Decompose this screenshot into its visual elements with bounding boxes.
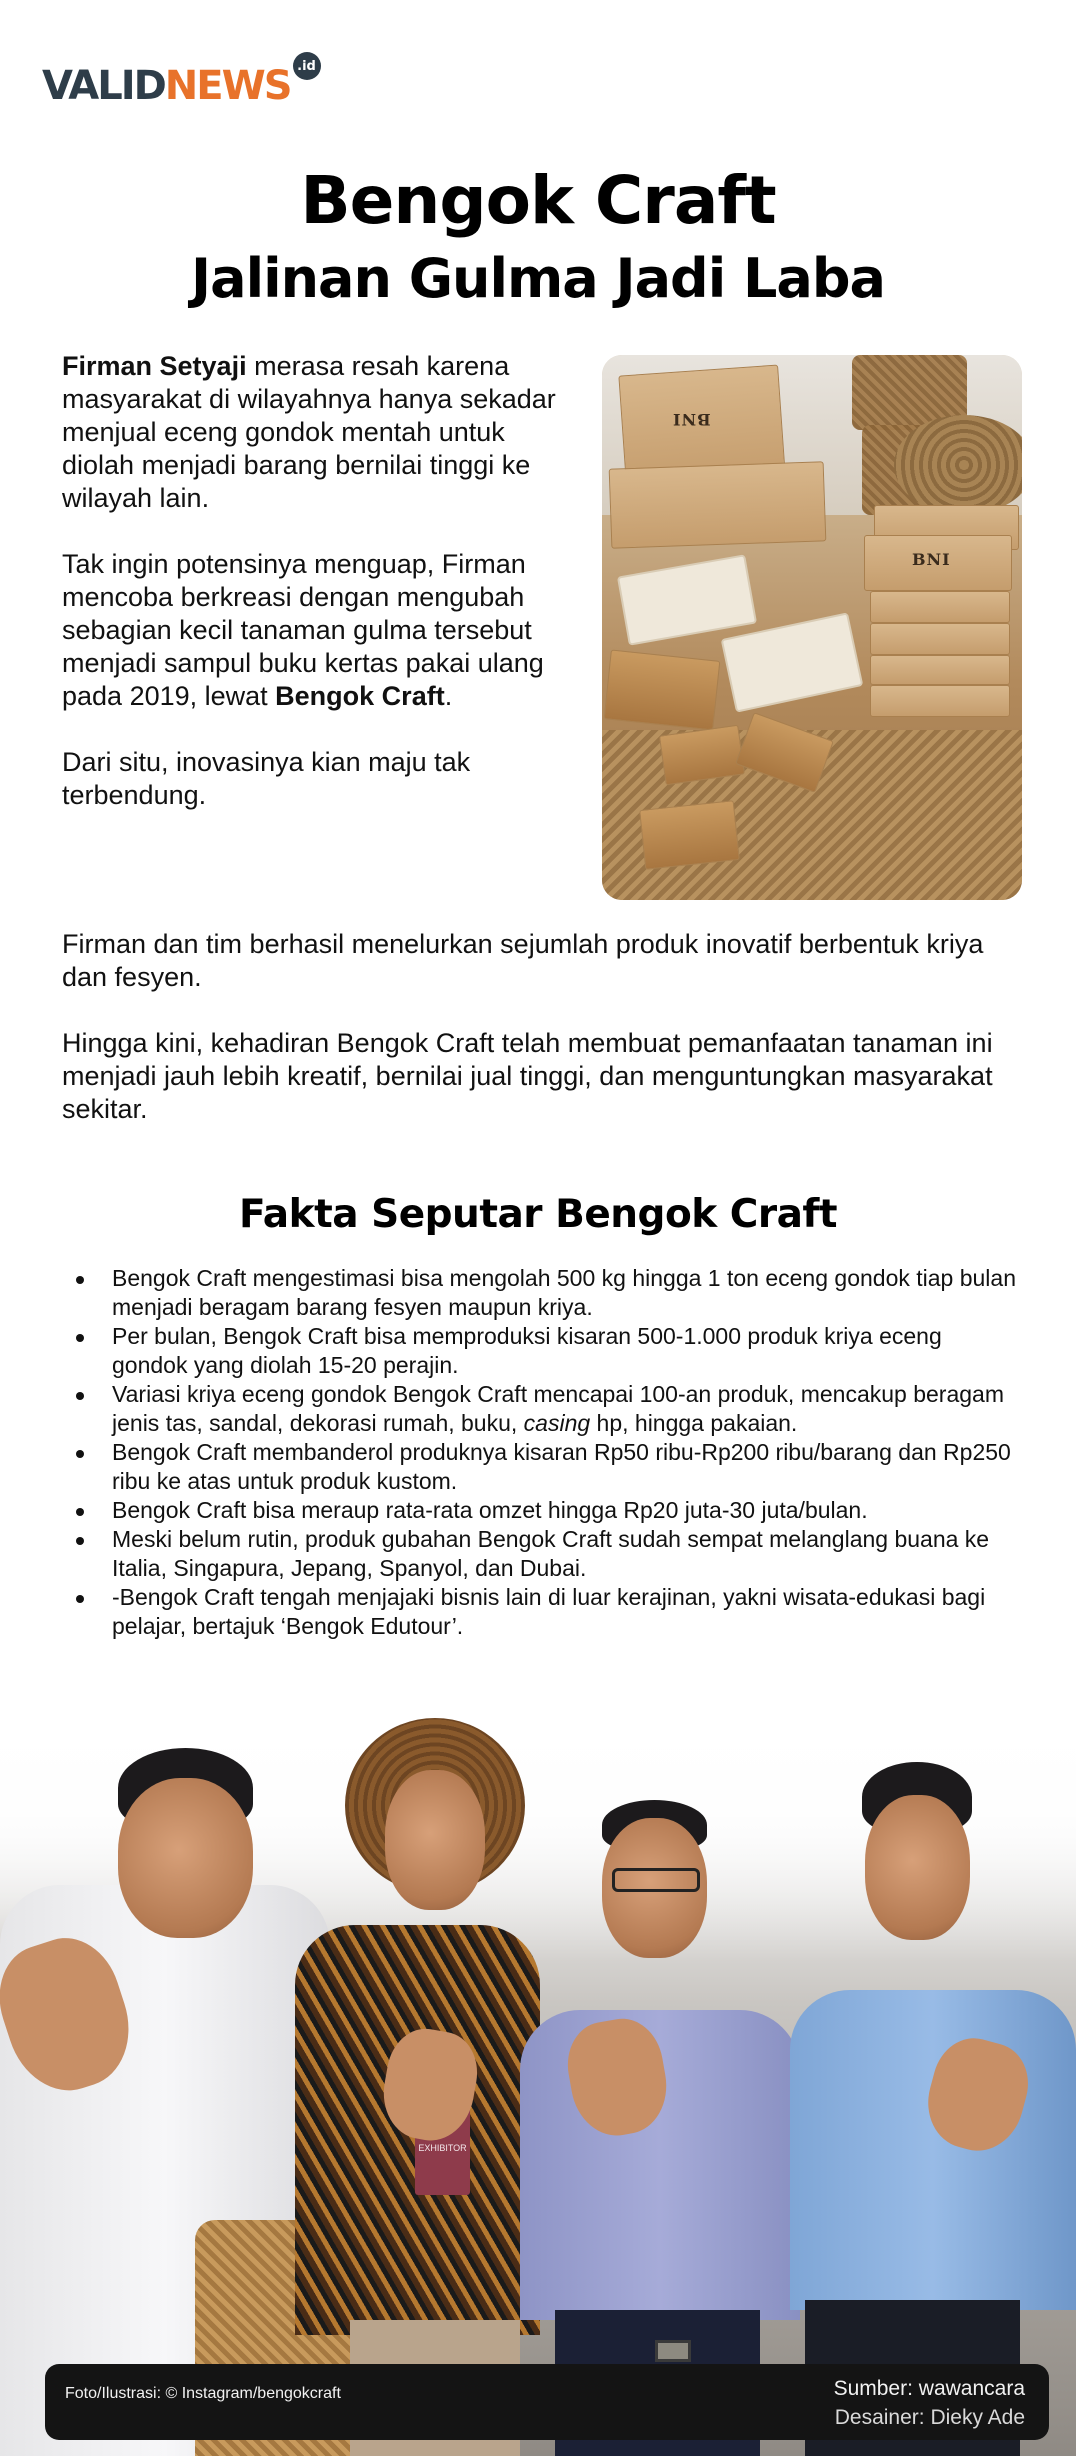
belt-buckle [655,2340,691,2362]
source-credits [834,2374,1025,2432]
photo-box-label: BNI [912,550,951,569]
brand-name: Bengok Craft [275,681,445,711]
exhibitor-badge: EXHIBITOR [415,2100,470,2195]
logo-valid-text: VALID [42,63,165,109]
photo-stacked-box [870,623,1010,655]
fact-item: Bengok Craft membanderol produknya kisaran Rp50 ribu-Rp200 ribu/barang dan Rp250 ribu ke atas untuk produk kustom. [62,1438,1022,1496]
intro-paragraph-3: Dari situ, inovasinya kian maju tak terbendung. [62,747,471,810]
intro-text [62,350,582,845]
face [118,1778,253,1938]
designer-credit: Desainer: Dieky Ade [834,2406,1025,2429]
photo-stacked-box [870,685,1010,717]
logo-id-badge: .id [293,52,321,80]
fact-item: Meski belum rutin, produk gubahan Bengok Craft sudah sempat melanglang buana ke Italia, Singapura, Jepang, Spanyol, dan Dubai. [62,1525,1022,1583]
photo-credit: Foto/Ilustrasi: © Instagram/bengokcraft [65,2385,341,2402]
facts-list [62,1264,1022,1641]
photo-tote-bag [617,554,757,646]
photo-stacked-box [870,655,1010,685]
fact-item: Bengok Craft mengestimasi bisa mengolah 500 kg hingga 1 ton eceng gondok tiap bulan menjadi beragam barang fesyen maupun kriya. [62,1264,1022,1322]
fact-text: hp, hingga pakaian. [590,1410,798,1436]
facts-heading: Fakta Seputar Bengok Craft [238,1192,838,1237]
fact-item [62,1380,1022,1438]
intro-paragraph-1 [62,350,582,515]
body-paragraph-1: Firman dan tim berhasil menelurkan sejumlah produk inovatif berbentuk kriya dan fesyen. [62,929,984,992]
fact-item: Per bulan, Bengok Craft bisa memproduksi kisaran 500-1.000 produk kriya eceng gondok yang diolah 15-20 perajin. [62,1322,1022,1380]
fact-text: Variasi kriya eceng gondok Bengok Craft mencapai 100-an produk, mencakup beragam jenis tas, sandal, dekorasi rumah, buku, [112,1381,1004,1436]
fact-italic-term: casing [523,1410,591,1436]
photo-stacked-box [870,591,1010,623]
blue-shirt [790,1990,1076,2310]
photo-flat-box [609,461,827,548]
page-subtitle: Jalinan Gulma Jadi Laba [191,247,885,310]
logo-news-text: NEWS [164,63,291,109]
intro-p2-end: . [444,681,453,711]
intro-p1-text: merasa resah karena masyarakat di wilayahnya hanya sekadar menjual eceng gondok mentah untuk diolah menjadi barang bernilai tinggi ke wilayah lain. [62,351,556,513]
body-text [62,928,1022,1159]
fact-item: -Bengok Craft tengah menjajaki bisnis lain di luar kerajinan, yakni wisata-edukasi bagi pelajar, bertajuk ‘Bengok Edutour’. [62,1583,1022,1641]
product-photo [602,355,1022,900]
body-paragraph-2: Hingga kini, kehadiran Bengok Craft telah membuat pemanfaatan tanaman ini menjadi jauh lebih kreatif, bernilai jual tinggi, dan menguntungkan masyarakat sekitar. [62,1028,993,1124]
fact-item: Bengok Craft bisa meraup rata-rata omzet hingga Rp20 juta-30 juta/bulan. [62,1496,1022,1525]
credit-bar [45,2364,1049,2440]
validnews-logo[interactable] [42,50,321,109]
photo-box-label: BNI [672,410,711,429]
photo-round-mat [894,415,1022,515]
group-photo [0,1700,1076,2456]
intro-p2-text: Tak ingin potensinya menguap, Firman mencoba berkreasi dengan mengubah sebagian kecil tanaman gulma tersebut menjadi sampul buku kertas pakai ulang pada 2019, lewat [62,549,544,711]
glasses [612,1868,700,1892]
photo-tote-bag [721,612,864,712]
page-title: Bengok Craft [300,162,776,239]
face [385,1770,485,1910]
intro-paragraph-2 [62,548,582,713]
source-credit: Sumber: wawancara [833,2377,1025,2400]
face [865,1795,970,1940]
photo-notebook [639,800,740,870]
person-name: Firman Setyaji [62,351,247,381]
photo-notebook [604,649,721,730]
